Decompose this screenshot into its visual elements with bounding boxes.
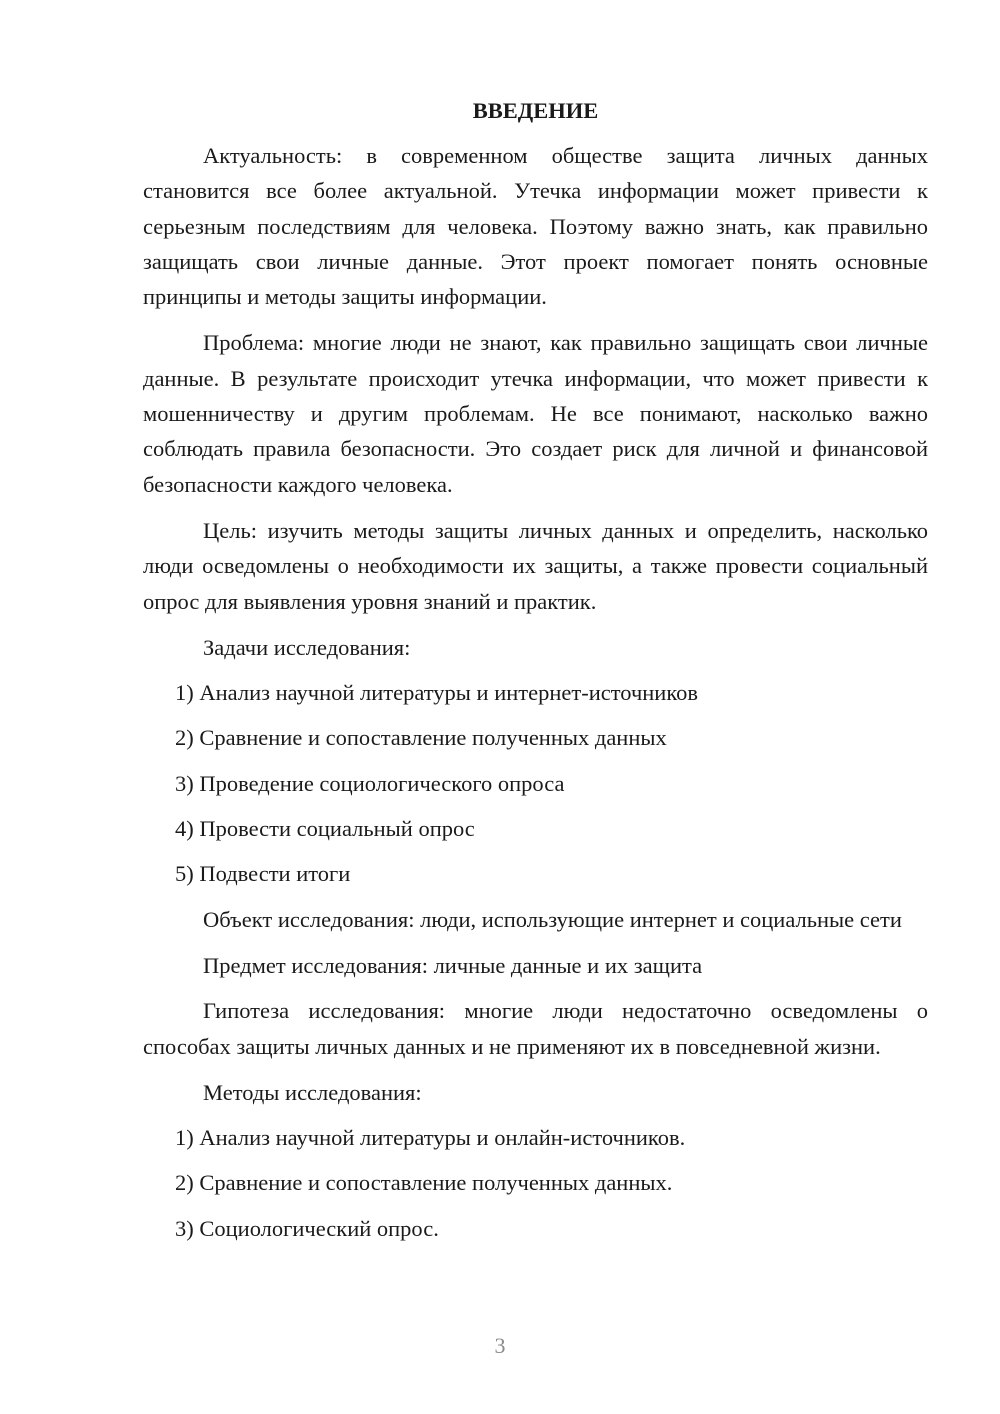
method-item: 2) Сравнение и сопоставление полученных данных. (175, 1170, 673, 1196)
task-item: 4) Провести социальный опрос (175, 816, 475, 842)
task-item: 3) Проведение социологического опроса (175, 770, 565, 796)
document-page (143, 96, 928, 1256)
section-title: ВВЕДЕНИЕ (472, 98, 599, 123)
method-item: 3) Социологический опрос. (175, 1215, 439, 1241)
hypothesis-paragraph: Гипотеза исследования: многие люди недостаточно осведомлены о способах защиты личных данных и не применяют их в повседневной жизни. (143, 998, 928, 1059)
problem-paragraph: Проблема: многие люди не знают, как правильно защищать свои личные данные. В результате происходит утечка информации, что может привести к мошенничеству и другим проблемам. Не все понимают, насколько важно соблюдать правила безопасности. Это создает риск для личной и финансовой безопасности каждого человека. (143, 330, 928, 497)
task-item: 1) Анализ научной литературы и интернет-источников (175, 680, 699, 706)
method-item: 1) Анализ научной литературы и онлайн-источников. (175, 1125, 686, 1151)
task-item: 5) Подвести итоги (175, 861, 351, 887)
subject-paragraph: Предмет исследования: личные данные и их защита (203, 952, 703, 978)
methods-heading: Методы исследования: (203, 1079, 422, 1105)
object-paragraph: Объект исследования: люди, использующие интернет и социальные сети (203, 906, 902, 932)
page-number: 3 (494, 1333, 506, 1358)
relevance-paragraph: Актуальность: в современном обществе защита личных данных становится все более актуальной. Утечка информации может привести к серьезным последствиям для человека. Поэтому важно знать, как правильно защищать свои личные данные. Этот проект помогает понять основные принципы и методы защиты информации. (143, 143, 928, 310)
tasks-heading: Задачи исследования: (203, 634, 411, 660)
goal-paragraph: Цель: изучить методы защиты личных данных и определить, насколько люди осведомлены о необходимости их защиты, а также провести социальный опрос для выявления уровня знаний и практик. (143, 517, 928, 614)
task-item: 2) Сравнение и сопоставление полученных данных (175, 725, 667, 751)
